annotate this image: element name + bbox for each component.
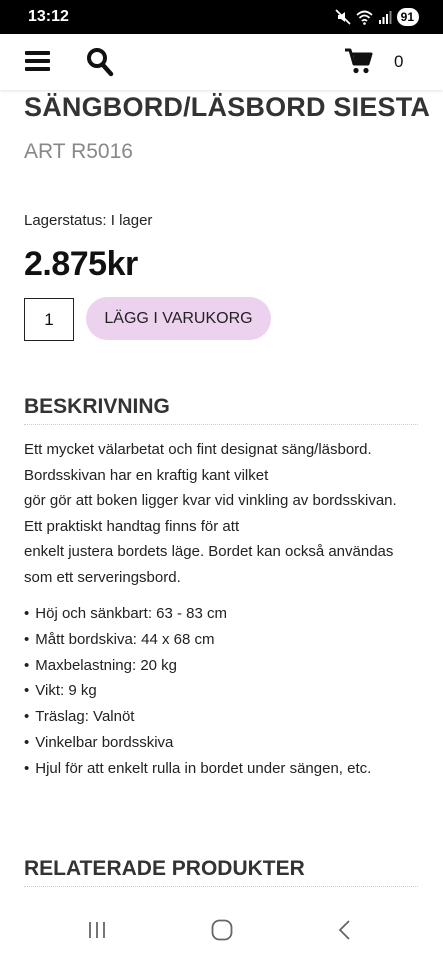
home-icon[interactable] — [210, 919, 234, 941]
battery-icon: 91 — [397, 8, 419, 26]
search-icon[interactable] — [86, 47, 114, 77]
related-products-heading: RELATERADE PRODUKTER — [24, 857, 305, 880]
stock-value: I lager — [110, 212, 153, 229]
system-nav-bar — [0, 905, 443, 960]
description-line: Bordsskivan har en kraftig kant vilket — [24, 466, 269, 484]
feature-item: • Vinkelbar bordsskiva — [24, 730, 424, 756]
stock-status — [24, 212, 152, 229]
feature-item: • Höj och sänkbart: 63 - 83 cm — [24, 601, 424, 627]
description-line: Ett praktiskt handtag finns för att — [24, 517, 240, 535]
status-time: 13:12 — [28, 8, 69, 25]
description-line: gör gör att boken ligger kvar vid vinkling av bordsskivan. — [24, 492, 397, 509]
feature-item: • Träslag: Valnöt — [24, 704, 424, 730]
stock-label: Lagerstatus: — [24, 212, 107, 229]
add-to-cart-button[interactable]: LÄGG I VARUKORG — [86, 297, 271, 340]
back-icon[interactable] — [336, 919, 354, 941]
feature-item: • Mått bordskiva: 44 x 68 cm — [24, 627, 424, 653]
status-icons — [335, 8, 419, 26]
mute-icon — [335, 9, 351, 25]
quantity-input[interactable] — [24, 298, 74, 341]
menu-icon[interactable] — [25, 51, 50, 73]
description-divider — [24, 424, 418, 425]
wifi-icon — [356, 10, 373, 25]
description-line: som ett serveringsbord. — [24, 568, 181, 586]
site-header — [0, 34, 443, 90]
cart-count[interactable]: 0 — [394, 52, 404, 71]
feature-list — [24, 601, 424, 782]
description-heading: BESKRIVNING — [24, 395, 170, 418]
product-art-number: ART R5016 — [24, 140, 133, 163]
feature-item: • Vikt: 9 kg — [24, 678, 424, 704]
signal-icon — [378, 10, 392, 24]
description-text — [24, 437, 424, 590]
feature-item: • Hjul för att enkelt rulla in bordet under sängen, etc. — [24, 756, 424, 782]
status-bar — [0, 0, 443, 34]
feature-item: • Maxbelastning: 20 kg — [24, 653, 424, 679]
related-divider — [24, 886, 418, 887]
product-title: SÄNGBORD/LÄSBORD SIESTA — [24, 92, 431, 122]
cart-icon[interactable] — [344, 47, 374, 75]
description-line: enkelt justera bordets läge. Bordet kan också användas — [24, 543, 394, 560]
description-line: Ett mycket välarbetat och fint designat säng/läsbord. — [24, 441, 372, 458]
recent-apps-icon[interactable] — [86, 919, 108, 941]
product-price: 2.875kr — [24, 245, 138, 283]
